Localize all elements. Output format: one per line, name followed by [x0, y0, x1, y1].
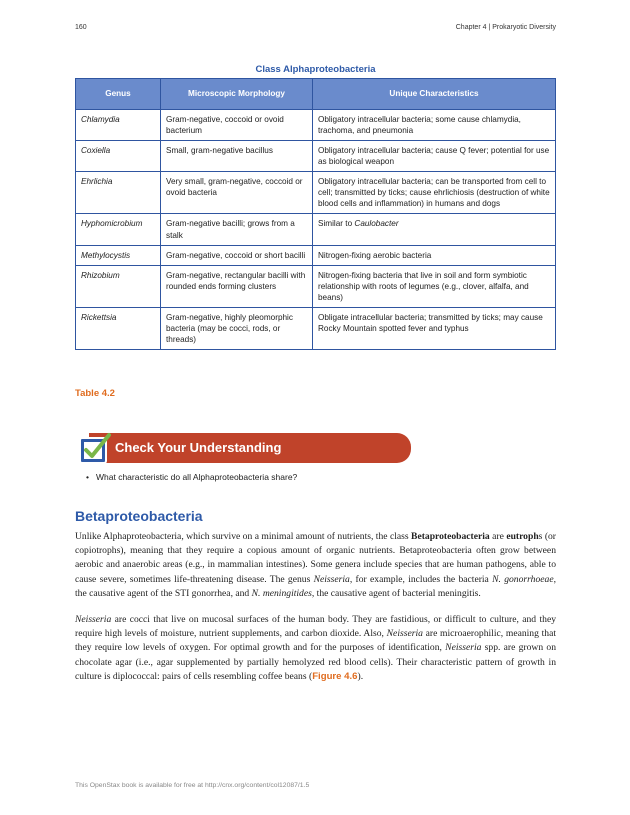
- genus-cell: Methylocystis: [76, 245, 161, 265]
- characteristics-cell: Nitrogen-fixing bacteria that live in soil and form symbiotic relationship with roots of legumes (e.g., clover, alfalfa, and beans): [313, 265, 556, 307]
- genus-name: Neisseria: [313, 573, 350, 585]
- key-term: eutroph: [506, 531, 539, 542]
- table-row: [76, 141, 556, 172]
- paragraph: Neisseria are cocci that live on mucosal surfaces of the human body. They are fastidious, or difficult to culture, and they require high levels of moisture, nutrient supplements, and carbon dioxide. Also, Neisseria are microaerophilic, meaning that they require low levels of oxygen. For optimal growth and for the purposes of identification, Neisseria spp. are grown on chocolate agar (i.e., agar supplemented by partially hemolyzed red blood cells). Their characteristic pattern of growth in culture is diplococcal: pairs of cells resembling coffee beans (Figure 4.6).: [75, 614, 556, 682]
- list-item: [86, 472, 298, 482]
- genus-name: Neisseria: [445, 642, 482, 654]
- morphology-cell: Gram-negative, coccoid or short bacilli: [161, 245, 313, 265]
- characteristics-cell: Nitrogen-fixing aerobic bacteria: [313, 245, 556, 265]
- table-row: [76, 307, 556, 349]
- column-header-characteristics: Unique Characteristics: [313, 79, 556, 110]
- section-heading: Betaproteobacteria: [75, 508, 203, 524]
- genus-name: Neisseria: [75, 614, 112, 625]
- banner-title: Check Your Understanding: [115, 440, 282, 455]
- question-text: What characteristic do all Alphaproteobacteria share?: [96, 472, 298, 482]
- characteristics-cell: Obligatory intracellular bacteria; can be transported from cell to cell; transmitted by ticks; cause ehrlichiosis (destruction of white blood cells and inflammation) in humans and dogs: [313, 172, 556, 214]
- table-row: [76, 245, 556, 265]
- morphology-cell: Very small, gram-negative, coccoid or ovoid bacteria: [161, 172, 313, 214]
- paragraph: Unlike Alphaproteobacteria, which survive on a minimal amount of nutrients, the class Betaproteobacteria are eutrophs (or copiotrophs), meaning that they require a copious amount of organic nutrients. Betaproteobacteria often grow between aerobic and anaerobic areas (e.g., in mammalian intestines). Some genera include species that are human pathogens, able to cause severe, sometimes life-threatening disease. The genus Neisseria, for example, includes the bacteria N. gonorrhoeae, the causative agent of the STI gonorrhea, and N. meningitides, the causative agent of bacterial meningitis.: [75, 531, 557, 599]
- column-header-genus: Genus: [76, 79, 161, 110]
- species-name: N. meningitides: [251, 587, 312, 599]
- morphology-cell: Gram-negative bacilli; grows from a stalk: [161, 214, 313, 245]
- species-name: N. gonorrhoeae: [492, 573, 554, 585]
- bullet-icon: •: [86, 472, 89, 482]
- table-row: [76, 110, 556, 141]
- alphaproteobacteria-table: [75, 78, 556, 350]
- figure-link[interactable]: Figure 4.6: [312, 670, 358, 682]
- morphology-cell: Small, gram-negative bacillus: [161, 141, 313, 172]
- page-footer: This OpenStax book is available for free at http://cnx.org/content/col12087/1.5: [75, 782, 310, 789]
- genus-cell: Rickettsia: [76, 307, 161, 349]
- characteristics-cell: Obligatory intracellular bacteria; some cause chlamydia, trachoma, and pneumonia: [313, 110, 556, 141]
- table-row: [76, 265, 556, 307]
- genus-reference: Caulobacter: [354, 219, 399, 229]
- morphology-cell: Gram-negative, highly pleomorphic bacteria (may be cocci, rods, or threads): [161, 307, 313, 349]
- morphology-cell: Gram-negative, coccoid or ovoid bacterium: [161, 110, 313, 141]
- genus-cell: Chlamydia: [76, 110, 161, 141]
- table-row: [76, 172, 556, 214]
- check-understanding-banner: [75, 432, 411, 464]
- genus-name: Neisseria: [386, 628, 423, 640]
- characteristics-text: Similar to: [318, 219, 355, 229]
- checkmark-box-icon: [77, 432, 111, 466]
- key-term: Betaproteobacteria: [411, 531, 490, 542]
- characteristics-cell: Obligate intracellular bacteria; transmitted by ticks; may cause Rocky Mountain spotted fever and typhus: [313, 307, 556, 349]
- genus-cell: Rhizobium: [76, 265, 161, 307]
- column-header-morphology: Microscopic Morphology: [161, 79, 313, 110]
- chapter-title: Chapter 4 | Prokaryotic Diversity: [455, 24, 556, 31]
- page-number: 160: [75, 24, 87, 31]
- morphology-cell: Gram-negative, rectangular bacilli with rounded ends forming clusters: [161, 265, 313, 307]
- genus-cell: Ehrlichia: [76, 172, 161, 214]
- table-label: Table 4.2: [75, 388, 115, 399]
- characteristics-cell: [313, 214, 556, 245]
- characteristics-cell: Obligatory intracellular bacteria; cause Q fever; potential for use as biological weapon: [313, 141, 556, 172]
- genus-cell: Coxiella: [76, 141, 161, 172]
- genus-cell: Hyphomicrobium: [76, 214, 161, 245]
- table-row: [76, 214, 556, 245]
- table-title: Class Alphaproteobacteria: [255, 64, 376, 75]
- table-header-row: [76, 79, 556, 110]
